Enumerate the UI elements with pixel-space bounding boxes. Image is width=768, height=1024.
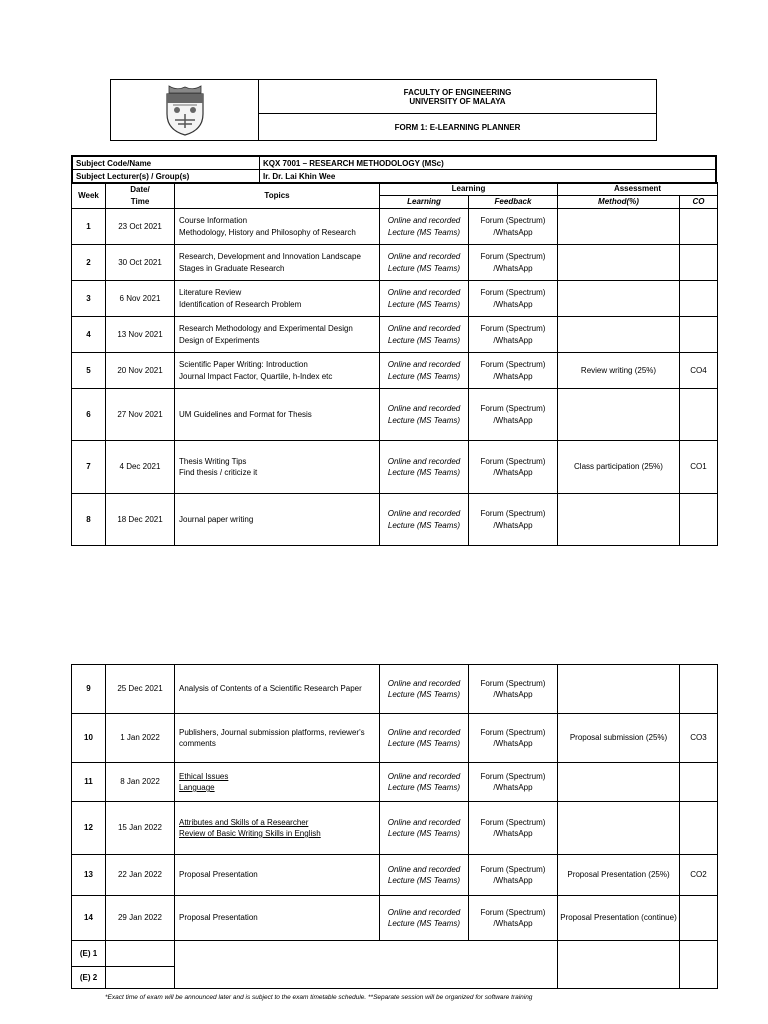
topic-line: Scientific Paper Writing: Introduction — [179, 360, 308, 369]
week-date: 8 Jan 2022 — [106, 763, 175, 802]
week-number: 10 — [72, 714, 106, 763]
assessment-method — [558, 494, 680, 546]
lecturer-value: Ir. Dr. Lai Khin Wee — [260, 170, 717, 184]
course-outcome: CO3 — [680, 714, 718, 763]
planner-table-weeks-1-8 — [71, 182, 718, 546]
learning-mode: Online and recorded Lecture (MS Teams) — [380, 353, 469, 389]
feedback-channel: Forum (Spectrum) /WhatsApp — [469, 714, 558, 763]
faculty-name: FACULTY OF ENGINEERING — [403, 87, 512, 97]
course-outcome — [680, 896, 718, 941]
week-number: 7 — [72, 441, 106, 494]
week-number: 1 — [72, 209, 106, 245]
course-outcome — [680, 665, 718, 714]
exam-date — [106, 967, 175, 989]
week-topics — [175, 281, 380, 317]
topic-line: UM Guidelines and Format for Thesis — [179, 409, 312, 419]
topic-line: Research, Development and Innovation Landscape — [179, 252, 361, 261]
week-number: 3 — [72, 281, 106, 317]
week-date: 27 Nov 2021 — [106, 389, 175, 441]
week-date: 18 Dec 2021 — [106, 494, 175, 546]
col-assessment-group: Assessment — [558, 183, 718, 196]
week-topics — [175, 855, 380, 896]
week-date: 29 Jan 2022 — [106, 896, 175, 941]
feedback-channel: Forum (Spectrum) /WhatsApp — [469, 802, 558, 855]
table-row — [72, 353, 718, 389]
week-topics — [175, 802, 380, 855]
col-week: Week — [72, 183, 106, 209]
learning-mode: Online and recorded Lecture (MS Teams) — [380, 802, 469, 855]
topic-line: Stages in Graduate Research — [179, 263, 285, 273]
topic-line: Proposal Presentation — [179, 913, 258, 923]
table-row — [72, 802, 718, 855]
assessment-method — [558, 802, 680, 855]
topic-line: Design of Experiments — [179, 335, 260, 345]
feedback-channel: Forum (Spectrum) /WhatsApp — [469, 281, 558, 317]
week-number: 11 — [72, 763, 106, 802]
exam-merged-cell — [175, 941, 558, 989]
table-row — [72, 896, 718, 941]
assessment-method — [558, 209, 680, 245]
table-row — [72, 389, 718, 441]
week-topics — [175, 714, 380, 763]
form-header — [110, 79, 657, 141]
week-date: 13 Nov 2021 — [106, 317, 175, 353]
topic-line: Journal paper writing — [179, 514, 254, 524]
week-number: 2 — [72, 245, 106, 281]
learning-mode: Online and recorded Lecture (MS Teams) — [380, 441, 469, 494]
feedback-channel: Forum (Spectrum) /WhatsApp — [469, 665, 558, 714]
course-outcome — [680, 763, 718, 802]
week-topics — [175, 389, 380, 441]
table-row — [72, 441, 718, 494]
topic-line: Language — [179, 783, 215, 792]
week-topics — [175, 353, 380, 389]
learning-mode: Online and recorded Lecture (MS Teams) — [380, 317, 469, 353]
assessment-method: Proposal Presentation (25%) — [558, 855, 680, 896]
feedback-channel: Forum (Spectrum) /WhatsApp — [469, 441, 558, 494]
topic-line: Literature Review — [179, 288, 242, 297]
learning-mode: Online and recorded Lecture (MS Teams) — [380, 665, 469, 714]
lecturer-label: Subject Lecturer(s) / Group(s) — [72, 170, 260, 184]
topic-line: Attributes and Skills of a Researcher — [179, 817, 309, 827]
week-date: 4 Dec 2021 — [106, 441, 175, 494]
form-title: FORM 1: E-LEARNING PLANNER — [259, 114, 657, 141]
feedback-channel: Forum (Spectrum) /WhatsApp — [469, 209, 558, 245]
week-date: 23 Oct 2021 — [106, 209, 175, 245]
week-number: 6 — [72, 389, 106, 441]
exam-method — [558, 941, 680, 989]
table-row — [72, 209, 718, 245]
week-topics — [175, 441, 380, 494]
exam-co — [680, 941, 718, 989]
week-topics — [175, 896, 380, 941]
learning-mode: Online and recorded Lecture (MS Teams) — [380, 855, 469, 896]
week-number: 5 — [72, 353, 106, 389]
feedback-channel: Forum (Spectrum) /WhatsApp — [469, 763, 558, 802]
topic-line: Review of Basic Writing Skills in English — [179, 829, 321, 838]
col-learning-group: Learning — [380, 183, 558, 196]
week-topics — [175, 209, 380, 245]
course-outcome — [680, 245, 718, 281]
topic-line: Publishers, Journal submission platforms, reviewer's comments — [179, 727, 365, 748]
week-number: 14 — [72, 896, 106, 941]
week-number: 12 — [72, 802, 106, 855]
course-outcome — [680, 802, 718, 855]
feedback-channel: Forum (Spectrum) /WhatsApp — [469, 494, 558, 546]
course-outcome: CO4 — [680, 353, 718, 389]
week-number: 9 — [72, 665, 106, 714]
topic-line: Thesis Writing Tips — [179, 456, 247, 466]
feedback-channel: Forum (Spectrum) /WhatsApp — [469, 317, 558, 353]
feedback-channel: Forum (Spectrum) /WhatsApp — [469, 353, 558, 389]
planner-table-weeks-9-14 — [71, 664, 718, 989]
exam-date — [106, 941, 175, 967]
topic-line: Find thesis / criticize it — [179, 468, 258, 477]
exam-label: (E) 1 — [72, 941, 106, 967]
assessment-method — [558, 389, 680, 441]
col-co: CO — [680, 196, 718, 209]
learning-mode: Online and recorded Lecture (MS Teams) — [380, 209, 469, 245]
course-outcome: CO1 — [680, 441, 718, 494]
subject-code-label: Subject Code/Name — [72, 156, 260, 170]
topic-line: Identification of Research Problem — [179, 299, 302, 309]
table-row — [72, 494, 718, 546]
course-outcome — [680, 494, 718, 546]
table-row — [72, 317, 718, 353]
subject-code-value: KQX 7001 – RESEARCH METHODOLOGY (MSc) — [260, 156, 717, 170]
week-topics — [175, 665, 380, 714]
topic-line: Course Information — [179, 216, 248, 225]
week-topics — [175, 245, 380, 281]
col-feedback: Feedback — [469, 196, 558, 209]
week-date: 22 Jan 2022 — [106, 855, 175, 896]
week-number: 4 — [72, 317, 106, 353]
week-date: 30 Oct 2021 — [106, 245, 175, 281]
table-row — [72, 855, 718, 896]
week-date: 25 Dec 2021 — [106, 665, 175, 714]
table-row — [72, 281, 718, 317]
assessment-method — [558, 281, 680, 317]
footnote: *Exact time of exam will be announced later and is subject to the exam timetable schedule. **Separate session will be organized for software training — [105, 994, 533, 1001]
table-row — [72, 665, 718, 714]
course-outcome — [680, 389, 718, 441]
course-outcome — [680, 209, 718, 245]
topic-line: Analysis of Contents of a Scientific Research Paper — [179, 684, 362, 694]
learning-mode: Online and recorded Lecture (MS Teams) — [380, 763, 469, 802]
feedback-channel: Forum (Spectrum) /WhatsApp — [469, 389, 558, 441]
learning-mode: Online and recorded Lecture (MS Teams) — [380, 281, 469, 317]
learning-mode: Online and recorded Lecture (MS Teams) — [380, 896, 469, 941]
col-date: Date/ Time — [106, 183, 175, 209]
table-row — [72, 714, 718, 763]
assessment-method — [558, 317, 680, 353]
assessment-method: Proposal submission (25%) — [558, 714, 680, 763]
assessment-method: Class participation (25%) — [558, 441, 680, 494]
week-topics — [175, 494, 380, 546]
assessment-method: Review writing (25%) — [558, 353, 680, 389]
subject-info — [71, 155, 717, 184]
assessment-method — [558, 665, 680, 714]
topic-line: Ethical Issues — [179, 771, 229, 781]
week-number: 13 — [72, 855, 106, 896]
assessment-method — [558, 245, 680, 281]
exam-label: (E) 2 — [72, 967, 106, 989]
week-number: 8 — [72, 494, 106, 546]
assessment-method — [558, 763, 680, 802]
topic-line: Research Methodology and Experimental Design — [179, 324, 353, 333]
col-method: Method(%) — [558, 196, 680, 209]
week-date: 1 Jan 2022 — [106, 714, 175, 763]
feedback-channel: Forum (Spectrum) /WhatsApp — [469, 896, 558, 941]
learning-mode: Online and recorded Lecture (MS Teams) — [380, 714, 469, 763]
logo-cell — [111, 80, 259, 141]
col-topics: Topics — [175, 183, 380, 209]
week-topics — [175, 317, 380, 353]
feedback-channel: Forum (Spectrum) /WhatsApp — [469, 855, 558, 896]
university-name: UNIVERSITY OF MALAYA — [409, 96, 506, 106]
learning-mode: Online and recorded Lecture (MS Teams) — [380, 245, 469, 281]
learning-mode: Online and recorded Lecture (MS Teams) — [380, 494, 469, 546]
course-outcome — [680, 317, 718, 353]
week-date: 6 Nov 2021 — [106, 281, 175, 317]
exam-row — [72, 941, 718, 967]
topic-line: Methodology, History and Philosophy of Research — [179, 227, 356, 237]
course-outcome — [680, 281, 718, 317]
week-date: 20 Nov 2021 — [106, 353, 175, 389]
assessment-method: Proposal Presentation (continue) — [558, 896, 680, 941]
topic-line: Proposal Presentation — [179, 870, 258, 880]
table-row — [72, 245, 718, 281]
table-row — [72, 763, 718, 802]
course-outcome: CO2 — [680, 855, 718, 896]
col-learning: Learning — [380, 196, 469, 209]
learning-mode: Online and recorded Lecture (MS Teams) — [380, 389, 469, 441]
feedback-channel: Forum (Spectrum) /WhatsApp — [469, 245, 558, 281]
topic-line: Journal Impact Factor, Quartile, h-Index etc — [179, 371, 333, 381]
university-crest-icon — [163, 84, 207, 136]
week-topics — [175, 763, 380, 802]
week-date: 15 Jan 2022 — [106, 802, 175, 855]
